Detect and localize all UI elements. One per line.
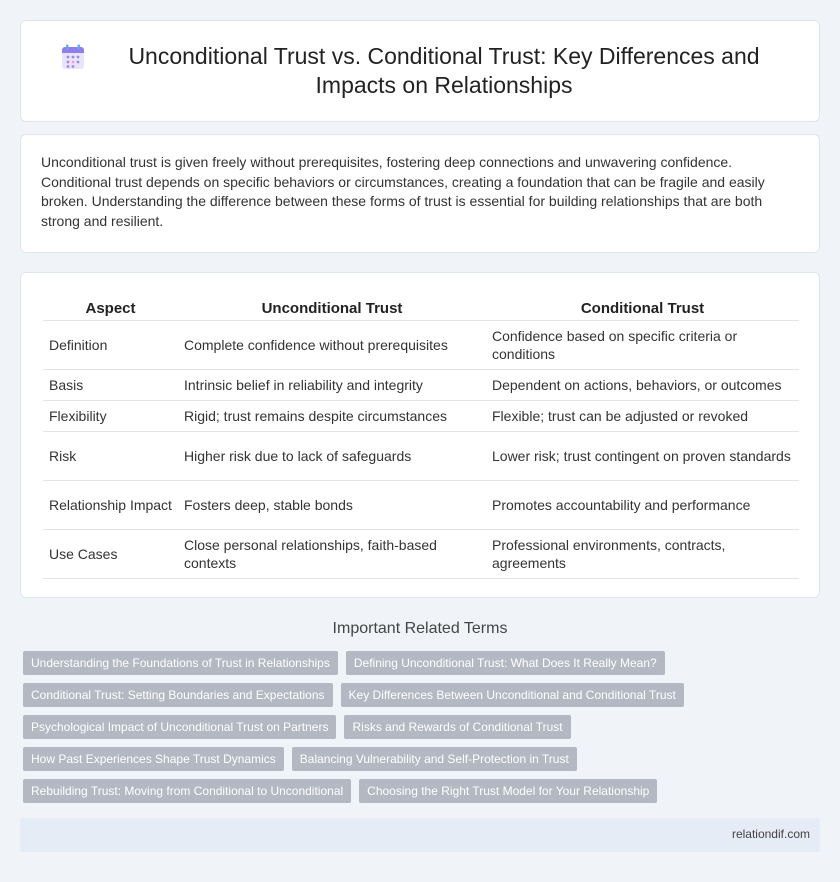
related-term-link[interactable]: How Past Experiences Shape Trust Dynamics	[23, 747, 284, 771]
table-cell: Rigid; trust remains despite circumstances	[178, 401, 486, 432]
related-term-link[interactable]: Psychological Impact of Unconditional Trust on Partners	[23, 715, 336, 739]
intro-card	[20, 134, 820, 253]
calendar-icon	[61, 44, 85, 70]
table-cell: Lower risk; trust contingent on proven standards	[486, 432, 799, 481]
table-cell: Dependent on actions, behaviors, or outcomes	[486, 370, 799, 401]
related-term-link[interactable]: Balancing Vulnerability and Self-Protection in Trust	[292, 747, 577, 771]
table-cell: Flexibility	[43, 401, 178, 432]
related-terms-list	[23, 651, 823, 811]
related-term-link[interactable]: Risks and Rewards of Conditional Trust	[344, 715, 570, 739]
table-cell: Intrinsic belief in reliability and integrity	[178, 370, 486, 401]
related-term-link[interactable]: Choosing the Right Trust Model for Your Relationship	[359, 779, 657, 803]
table-cell: Definition	[43, 321, 178, 370]
table-header-unconditional: Unconditional Trust	[178, 295, 486, 321]
table-cell: Fosters deep, stable bonds	[178, 481, 486, 530]
table-cell: Risk	[43, 432, 178, 481]
table-cell: Relationship Impact	[43, 481, 178, 530]
table-cell: Close personal relationships, faith-based contexts	[178, 530, 486, 579]
table-row	[43, 370, 799, 401]
comparison-table-card	[20, 272, 820, 598]
related-terms-title: Important Related Terms	[332, 620, 508, 637]
table-header-aspect: Aspect	[43, 295, 178, 321]
table-row	[43, 530, 799, 579]
related-term-link[interactable]: Conditional Trust: Setting Boundaries and Expectations	[23, 683, 333, 707]
header-card	[20, 20, 820, 122]
related-term-link[interactable]: Rebuilding Trust: Moving from Conditional to Unconditional	[23, 779, 351, 803]
table-cell: Basis	[43, 370, 178, 401]
comparison-table	[43, 295, 799, 579]
intro-paragraph: Unconditional trust is given freely without prerequisites, fostering deep connections and unwavering confidence. Conditional trust depends on specific behaviors or circumstances, creating a foundation that can be fragile and easily broken. Understanding the difference between these forms of trust is essential for building relationships that are both strong and resilient.	[41, 154, 765, 229]
table-cell: Higher risk due to lack of safeguards	[178, 432, 486, 481]
table-cell: Promotes accountability and performance	[486, 481, 799, 530]
table-row	[43, 481, 799, 530]
table-header-conditional: Conditional Trust	[486, 295, 799, 321]
table-row	[43, 401, 799, 432]
related-term-link[interactable]: Defining Unconditional Trust: What Does It Really Mean?	[346, 651, 665, 675]
page-title: Unconditional Trust vs. Conditional Trust: Key Differences and Impacts on Relationships	[128, 43, 760, 98]
table-cell: Use Cases	[43, 530, 178, 579]
related-term-link[interactable]: Understanding the Foundations of Trust in Relationships	[23, 651, 338, 675]
table-row	[43, 321, 799, 370]
table-cell: Complete confidence without prerequisites	[178, 321, 486, 370]
table-row	[43, 432, 799, 481]
footer	[20, 818, 820, 852]
related-term-link[interactable]: Key Differences Between Unconditional and Conditional Trust	[341, 683, 684, 707]
table-cell: Professional environments, contracts, agreements	[486, 530, 799, 579]
table-cell: Confidence based on specific criteria or conditions	[486, 321, 799, 370]
footer-site-link[interactable]: relationdif.com	[731, 827, 810, 841]
table-cell: Flexible; trust can be adjusted or revoked	[486, 401, 799, 432]
